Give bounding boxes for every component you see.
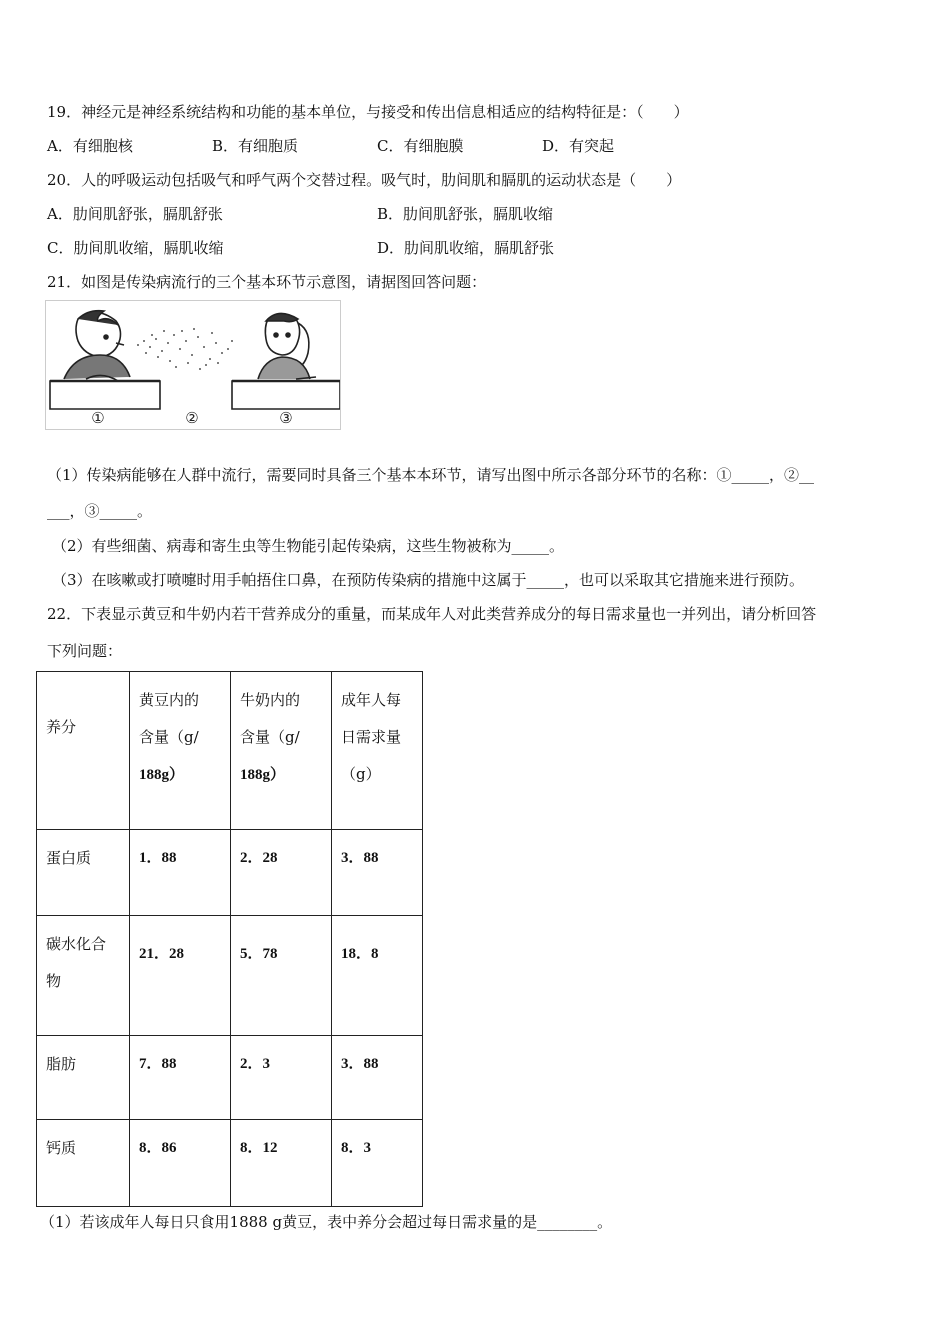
row-milk: 5．78	[231, 916, 332, 1036]
header-milk: 牛奶内的 含量（g/ 188g）	[231, 672, 332, 830]
nutrient-table	[36, 671, 423, 1207]
row-need: 8．3	[332, 1120, 423, 1207]
q21-sub1-line2: ___，③_____。	[47, 502, 153, 520]
header-nutrient	[37, 672, 130, 830]
row-milk: 2．28	[231, 830, 332, 916]
q20-option-c: C．肋间肌收缩，膈肌收缩	[47, 239, 224, 257]
row-soy: 7．88	[130, 1036, 231, 1120]
table-row	[37, 1120, 423, 1207]
q21-sub2: （2）有些细菌、病毒和寄生虫等生物能引起传染病，这些生物被称为_____。	[52, 537, 565, 555]
q19-option-d: D．有突起	[542, 137, 615, 155]
q22-stem-line1: 22．下表显示黄豆和牛奶内若干营养成分的重量，而某成年人对此类营养成分的每日需求量也一并列出，请分析回答	[47, 605, 817, 623]
q21-sub1-line1: （1）传染病能够在人群中流行，需要同时具备三个基本本环节，请写出图中所示各部分环节的名称：①_____，②__	[47, 466, 815, 484]
q19-option-c: C．有细胞膜	[377, 137, 464, 155]
table-row	[37, 916, 423, 1036]
row-need: 18．8	[332, 916, 423, 1036]
droplet-spray	[137, 328, 233, 370]
q22-sub1: （1）若该成年人每日只食用1888 g黄豆，表中养分会超过每日需求量的是________。	[40, 1213, 613, 1231]
row-soy: 21．28	[130, 916, 231, 1036]
q19-option-a: A．有细胞核	[47, 137, 133, 155]
infection-illustration	[45, 300, 341, 430]
figure-label-2: ②	[185, 409, 199, 427]
q22-stem-line2: 下列问题：	[47, 642, 123, 660]
sneezing-boy-figure	[50, 311, 160, 409]
q20-option-b: B．肋间肌舒张，膈肌收缩	[377, 205, 554, 223]
header-nutrient-label: 养分	[46, 718, 77, 736]
header-soy: 黄豆内的 含量（g/ 188g）	[130, 672, 231, 830]
row-name: 碳水化合 物	[37, 916, 130, 1036]
q20-option-a: A．肋间肌舒张，膈肌舒张	[47, 205, 223, 223]
row-soy: 8．86	[130, 1120, 231, 1207]
infection-figure-svg	[46, 301, 340, 429]
row-name: 脂肪	[37, 1036, 130, 1120]
row-name: 蛋白质	[37, 830, 130, 916]
row-name: 钙质	[37, 1120, 130, 1207]
figure-label-1: ①	[91, 409, 105, 427]
row-need: 3．88	[332, 830, 423, 916]
row-milk: 2．3	[231, 1036, 332, 1120]
q21-stem: 21．如图是传染病流行的三个基本环节示意图，请据图回答问题：	[47, 273, 487, 291]
row-milk: 8．12	[231, 1120, 332, 1207]
q19-stem: 19．神经元是神经系统结构和功能的基本单位，与接受和传出信息相适应的结构特征是：（ ）	[47, 103, 689, 121]
row-need: 3．88	[332, 1036, 423, 1120]
row-soy: 1．88	[130, 830, 231, 916]
header-daily-need: 成年人每 日需求量 （g）	[332, 672, 423, 830]
table-row	[37, 830, 423, 916]
q20-stem: 20．人的呼吸运动包括吸气和呼气两个交替过程。吸气时，肋间肌和膈肌的运动状态是（ ）	[47, 171, 682, 189]
q19-option-b: B．有细胞质	[212, 137, 299, 155]
figure-label-3: ③	[279, 409, 293, 427]
table-row	[37, 1036, 423, 1120]
table-header-row	[37, 672, 423, 830]
q21-sub3: （3）在咳嗽或打喷嚏时用手帕捂住口鼻，在预防传染病的措施中这属于_____，也可以采取其它措施来进行预防。	[52, 571, 805, 589]
girl-figure	[232, 313, 340, 409]
q20-option-d: D．肋间肌收缩，膈肌舒张	[377, 239, 555, 257]
